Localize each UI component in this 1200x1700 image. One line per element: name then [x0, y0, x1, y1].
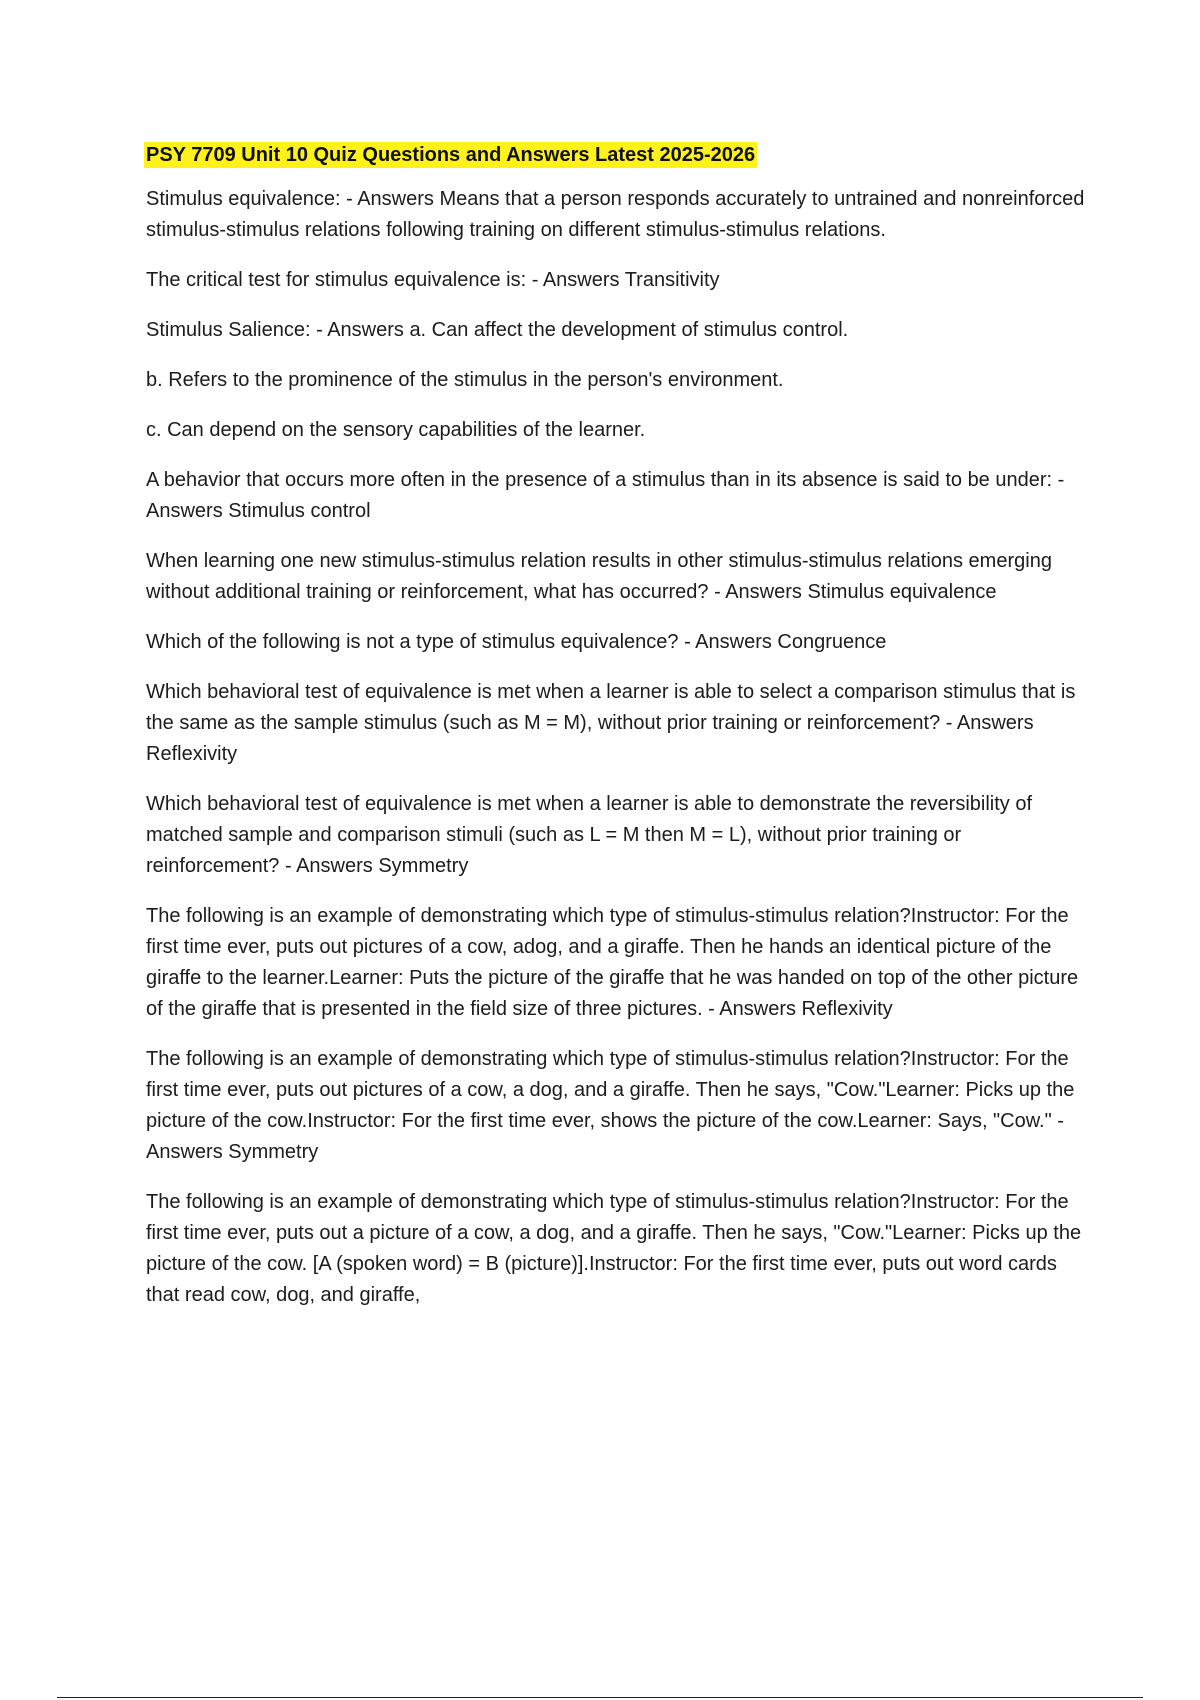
footer-divider [57, 1697, 1143, 1698]
paragraph-example-symmetry: The following is an example of demonstrating which type of stimulus-stimulus relation?Instructor: For the first time ever, puts out pictures of a cow, a dog, and a giraffe. Then he says, "Cow."Learner: Picks up the picture of the cow.Instructor: For the first time ever, shows the picture of the cow.Learner: Says, "Cow." - Answers Symmetry [146, 1048, 1075, 1163]
paragraph-example-transitivity: The following is an example of demonstrating which type of stimulus-stimulus relation?Instructor: For the first time ever, puts out a picture of a cow, a dog, and a giraffe. Then he says, "Cow."Learner: Picks up the picture of the cow. [A (spoken word) = B (picture)].Instructor: For the first time ever, puts out word cards that read cow, dog, and giraffe, [146, 1191, 1082, 1306]
paragraph-stimulus-salience: Stimulus Salience: - Answers a. Can affect the development of stimulus control. [146, 319, 849, 341]
paragraph-symmetry-test: Which behavioral test of equivalence is met when a learner is able to demonstrate the reversibility of matched sample and comparison stimuli (such as L = M then M = L), without prior training or reinforcement? - Answers Symmetry [146, 793, 1033, 877]
paragraph-salience-b: b. Refers to the prominence of the stimulus in the person's environment. [146, 369, 784, 391]
document-body [146, 184, 1091, 1311]
document-title: PSY 7709 Unit 10 Quiz Questions and Answers Latest 2025-2026 [146, 144, 756, 166]
paragraph-example-reflexivity: The following is an example of demonstrating which type of stimulus-stimulus relation?Instructor: For the first time ever, puts out pictures of a cow, adog, and a giraffe. Then he hands an identical picture of the giraffe to the learner.Learner: Puts the picture of the giraffe that he was handed on top of the other picture of the giraffe that is presented in the field size of three pictures. - Answers Reflexivity [146, 905, 1079, 1020]
paragraph-reflexivity-test: Which behavioral test of equivalence is met when a learner is able to select a comparison stimulus that is the same as the sample stimulus (such as M = M), without prior training or reinforcement? - Answers Reflexivity [146, 681, 1076, 765]
paragraph-critical-test: The critical test for stimulus equivalence is: - Answers Transitivity [146, 269, 720, 291]
paragraph-salience-c: c. Can depend on the sensory capabilities of the learner. [146, 419, 646, 441]
paragraph-emergent-relations: When learning one new stimulus-stimulus relation results in other stimulus-stimulus relations emerging without additional training or reinforcement, what has occurred? - Answers Stimulus equivalence [146, 550, 1052, 603]
paragraph-not-equivalence-type: Which of the following is not a type of stimulus equivalence? - Answers Congruence [146, 631, 887, 653]
document-page [146, 142, 1091, 1330]
paragraph-stimulus-equivalence: Stimulus equivalence: - Answers Means that a person responds accurately to untrained and nonreinforced stimulus-stimulus relations following training on different stimulus-stimulus relations. [146, 188, 1085, 241]
paragraph-stimulus-control: A behavior that occurs more often in the presence of a stimulus than in its absence is said to be under: - Answers Stimulus control [146, 469, 1065, 522]
